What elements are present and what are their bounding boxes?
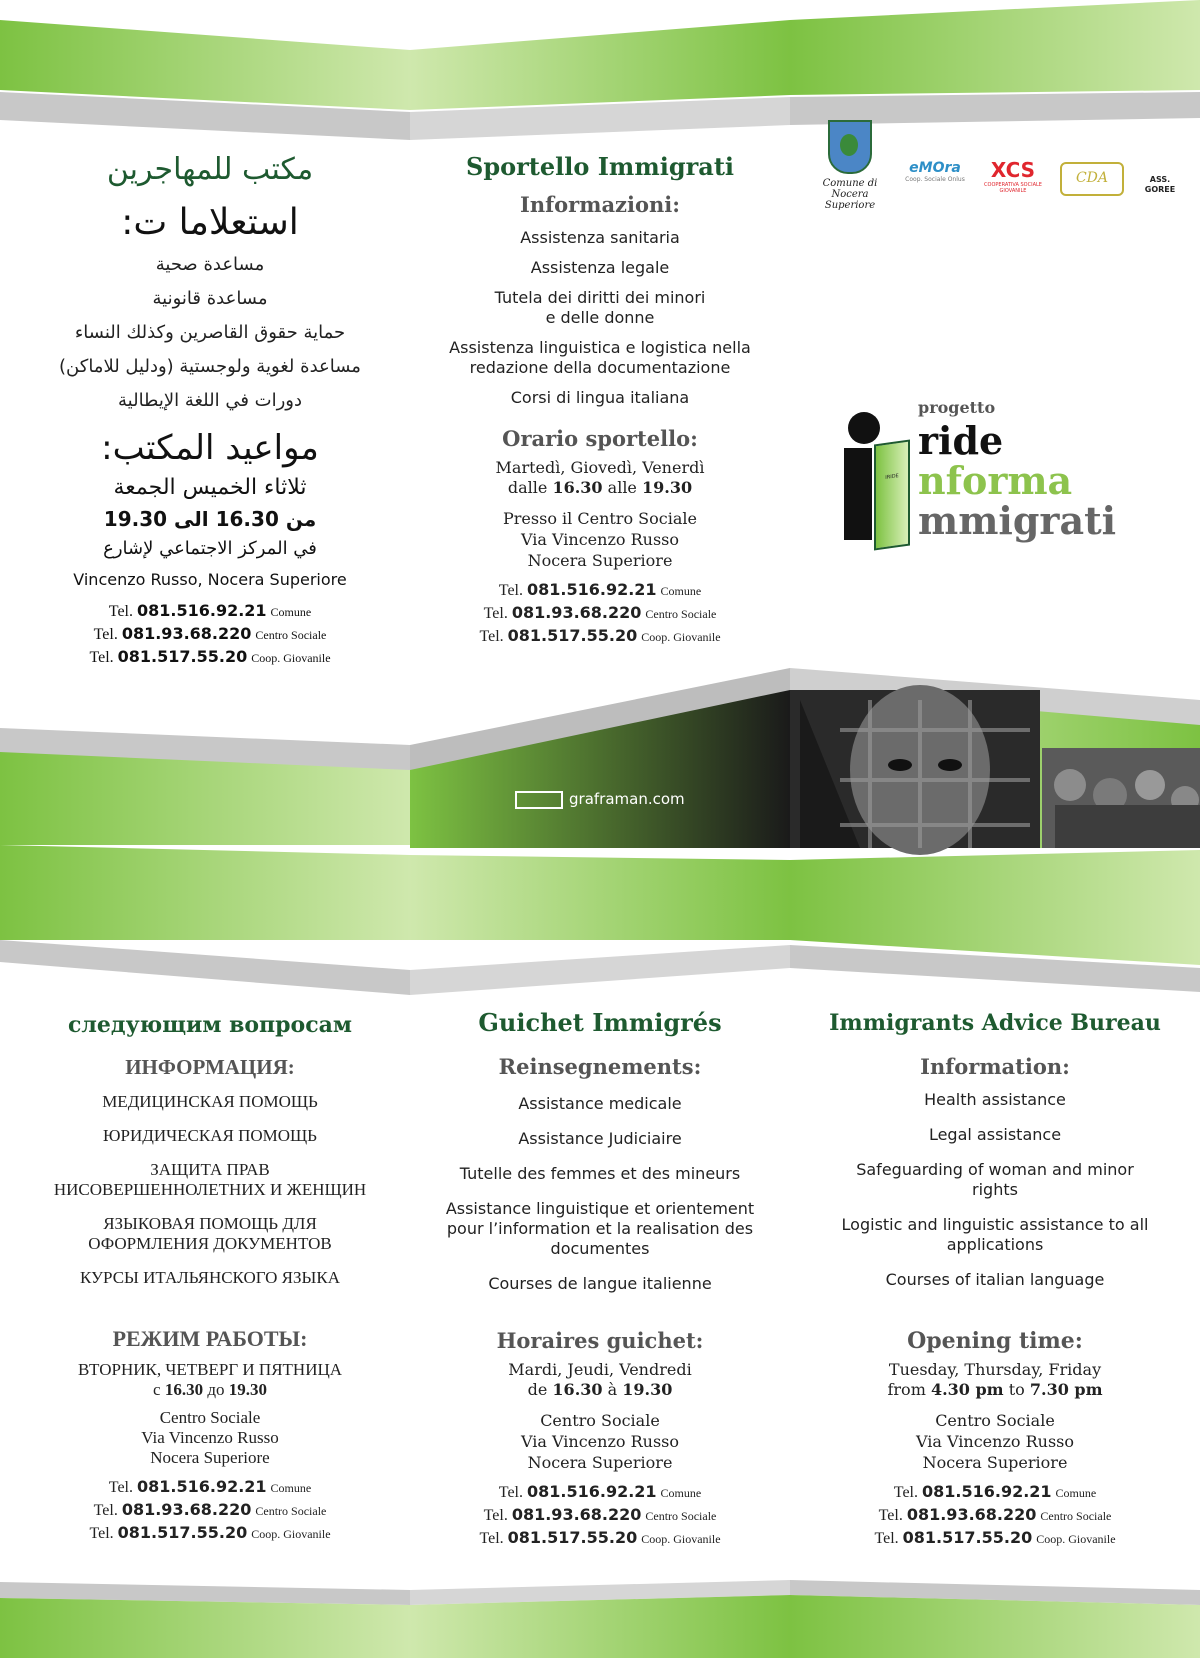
door-icon — [874, 439, 910, 550]
french-item: Assistance Judiciaire — [518, 1129, 682, 1148]
cda-logo — [1060, 162, 1124, 196]
french-title: Guichet Immigrés — [478, 1008, 722, 1037]
french-item: Assistance medicale — [518, 1094, 682, 1113]
english-address-line: Via Vincenzo Russo — [916, 1432, 1074, 1451]
arabic-phone-list — [25, 600, 395, 669]
english-item: applications — [946, 1235, 1044, 1254]
phone-row: Tel. 081.517.55.20 Coop. Giovanile — [89, 647, 331, 666]
french-item: Courses de langue italienne — [488, 1274, 712, 1293]
arabic-hours-title: مواعيد المكتب: — [101, 428, 319, 468]
comune-logo — [805, 120, 895, 211]
arabic-item: مساعدة قانونية — [152, 288, 268, 309]
emora-logo — [905, 160, 965, 183]
project-logo — [840, 400, 1180, 550]
arabic-item: دورات في اللغة الإيطالية — [118, 390, 302, 411]
english-days: Tuesday, Thursday, Friday — [888, 1360, 1102, 1379]
english-hours-title: Opening time: — [907, 1328, 1083, 1354]
russian-address-line: Via Vincenzo Russo — [141, 1428, 279, 1447]
italian-hours-title: Orario sportello: — [502, 426, 698, 451]
russian-time: с 16.30 до 19.30 — [153, 1380, 267, 1399]
door-label: IRIDE — [885, 473, 899, 481]
phone-row: Tel. 081.516.92.21 Comune — [498, 580, 702, 599]
french-hours-title: Horaires guichet: — [496, 1328, 704, 1353]
french-item: Assistance linguistique et orientement — [445, 1199, 755, 1218]
phone-row: Tel. 081.93.68.220 Centro Sociale — [93, 624, 327, 643]
russian-item: КУРСЫ ИТАЛЬЯНСКОГО ЯЗЫКА — [80, 1268, 340, 1287]
italian-item: Assistenza sanitaria — [520, 228, 680, 247]
phone-row: Tel. 081.516.92.21 Comune — [893, 1482, 1097, 1501]
french-address-line: Nocera Superiore — [527, 1453, 673, 1472]
italian-column — [415, 150, 785, 648]
russian-column — [25, 1008, 395, 1545]
arabic-address: Vincenzo Russo, Nocera Superiore — [73, 570, 347, 589]
french-item: Tutelle des femmes et des mineurs — [459, 1164, 741, 1183]
french-address-line: Via Vincenzo Russo — [521, 1432, 679, 1451]
project-pre: progetto — [918, 398, 996, 417]
phone-row: Tel. 081.516.92.21 Comune — [108, 601, 312, 620]
russian-item: НИСОВЕРШЕННОЛЕТНИХ И ЖЕНЩИН — [53, 1180, 367, 1199]
english-time: from 4.30 pm to 7.30 pm — [887, 1380, 1103, 1399]
english-column — [805, 1006, 1185, 1550]
credit: graframan.com — [515, 790, 685, 809]
russian-item: ЮРИДИЧЕСКАЯ ПОМОЩЬ — [103, 1126, 317, 1145]
french-time: de 16.30 à 19.30 — [527, 1380, 673, 1399]
crest-icon — [828, 120, 872, 174]
phone-row: Tel. 081.517.55.20 Coop. Giovanile — [89, 1523, 331, 1542]
arabic-item: حماية حقوق القاصرين وكذلك النساء — [74, 322, 346, 343]
project-line1: ride — [918, 418, 1004, 463]
ass-goree-logo — [1140, 175, 1180, 195]
emora-sub: Coop. Sociale Onlus — [905, 176, 965, 183]
phone-row: Tel. 081.93.68.220 Centro Sociale — [483, 1505, 717, 1524]
ass-line: GOREE — [1144, 185, 1176, 194]
xcs-sub: COOPERATIVA SOCIALE GIOVANILE — [984, 182, 1042, 194]
french-address-line: Centro Sociale — [540, 1411, 660, 1430]
arabic-item: مساعدة لغوية ولوجستية (ودليل للاماكن) — [59, 356, 361, 377]
person-icon — [848, 412, 880, 444]
arabic-column — [25, 150, 395, 669]
italian-days: Martedì, Giovedì, Venerdì — [495, 458, 705, 477]
arabic-subtitle: استعلاما ت: — [121, 202, 299, 243]
italian-address-line: Via Vincenzo Russo — [521, 530, 679, 549]
english-item: Health assistance — [924, 1090, 1066, 1109]
arabic-time: من 16.30 الى 19.30 — [103, 507, 317, 531]
italian-item: redazione della documentazione — [469, 358, 731, 377]
phone-row: Tel. 081.516.92.21 Comune — [108, 1477, 312, 1496]
ass-line: ASS. — [1149, 175, 1171, 184]
italian-item: Assistenza legale — [530, 258, 670, 277]
english-phone-list — [805, 1481, 1185, 1550]
arabic-days: ثلاثاء الخميس الجمعة — [113, 475, 307, 500]
emora-text: eMOra — [909, 160, 961, 176]
russian-days: ВТОРНИК, ЧЕТВЕРГ И ПЯТНИЦА — [77, 1360, 343, 1379]
english-title: Immigrants Advice Bureau — [829, 1010, 1161, 1036]
english-info-title: Information: — [920, 1054, 1070, 1079]
comune-line: Nocera Superiore — [824, 189, 876, 211]
cda-text: CDA — [1075, 170, 1109, 186]
arabic-place: في المركز الاجتماعي لإشارع — [103, 538, 317, 559]
russian-address-line: Nocera Superiore — [150, 1448, 270, 1467]
italian-time: dalle 16.30 alle 19.30 — [507, 478, 693, 497]
arabic-item: مساعدة صحية — [155, 254, 265, 275]
logos-row — [805, 120, 1185, 230]
english-address-line: Centro Sociale — [935, 1411, 1055, 1430]
french-info-title: Reinsegnements: — [498, 1054, 702, 1079]
comune-line: Comune di — [822, 178, 878, 189]
french-phone-list — [415, 1481, 785, 1550]
person-body-icon — [844, 448, 872, 540]
project-line3: mmigrati — [918, 498, 1117, 543]
arabic-title: مكتب للمهاجرين — [106, 152, 314, 187]
italian-item: Assistenza linguistica e logistica nella — [449, 338, 751, 357]
english-item: rights — [972, 1180, 1018, 1199]
russian-hours-title: РЕЖИМ РАБОТЫ: — [112, 1326, 308, 1351]
phone-row: Tel. 081.517.55.20 Coop. Giovanile — [479, 626, 721, 645]
project-line2: nforma — [918, 458, 1073, 503]
italian-address-line: Presso il Centro Sociale — [503, 509, 697, 528]
phone-row: Tel. 081.516.92.21 Comune — [498, 1482, 702, 1501]
phone-row: Tel. 081.93.68.220 Centro Sociale — [878, 1505, 1112, 1524]
xcs-text: XCS — [990, 158, 1036, 182]
xcs-logo — [983, 158, 1043, 194]
russian-item: ЗАЩИТА ПРАВ — [150, 1160, 270, 1179]
italian-title: Sportello Immigrati — [465, 152, 735, 181]
russian-item: ЯЗЫКОВАЯ ПОМОЩЬ ДЛЯ — [103, 1214, 317, 1233]
phone-row: Tel. 081.517.55.20 Coop. Giovanile — [874, 1528, 1116, 1547]
italian-address-line: Nocera Superiore — [527, 551, 673, 570]
russian-phone-list — [25, 1476, 395, 1545]
french-column — [415, 1006, 785, 1550]
russian-title: следующим вопросам — [68, 1012, 352, 1038]
french-days: Mardi, Jeudi, Vendredi — [508, 1360, 692, 1379]
russian-info-title: ИНФОРМАЦИЯ: — [125, 1055, 295, 1079]
phone-row: Tel. 081.93.68.220 Centro Sociale — [93, 1500, 327, 1519]
italian-item: Tutela dei diritti dei minori — [494, 288, 706, 307]
english-item: Courses of italian language — [885, 1270, 1105, 1289]
russian-address-line: Centro Sociale — [159, 1408, 261, 1427]
english-item: Logistic and linguistic assistance to all — [841, 1215, 1149, 1234]
italian-item: e delle donne — [545, 308, 655, 327]
italian-item: Corsi di lingua italiana — [510, 388, 690, 407]
graframan-logo-icon — [515, 791, 563, 809]
english-item: Legal assistance — [928, 1125, 1062, 1144]
italian-info-title: Informazioni: — [520, 192, 680, 217]
english-item: Safeguarding of woman and minor — [856, 1160, 1134, 1179]
russian-item: МЕДИЦИНСКАЯ ПОМОЩЬ — [102, 1092, 318, 1111]
phone-row: Tel. 081.517.55.20 Coop. Giovanile — [479, 1528, 721, 1547]
russian-item: ОФОРМЛЕНИЯ ДОКУМЕНТОВ — [88, 1234, 332, 1253]
english-address-line: Nocera Superiore — [922, 1453, 1068, 1472]
phone-row: Tel. 081.93.68.220 Centro Sociale — [483, 603, 717, 622]
french-item: pour l’information et la realisation des — [446, 1219, 754, 1238]
french-item: documentes — [550, 1239, 650, 1258]
italian-phone-list — [415, 579, 785, 648]
